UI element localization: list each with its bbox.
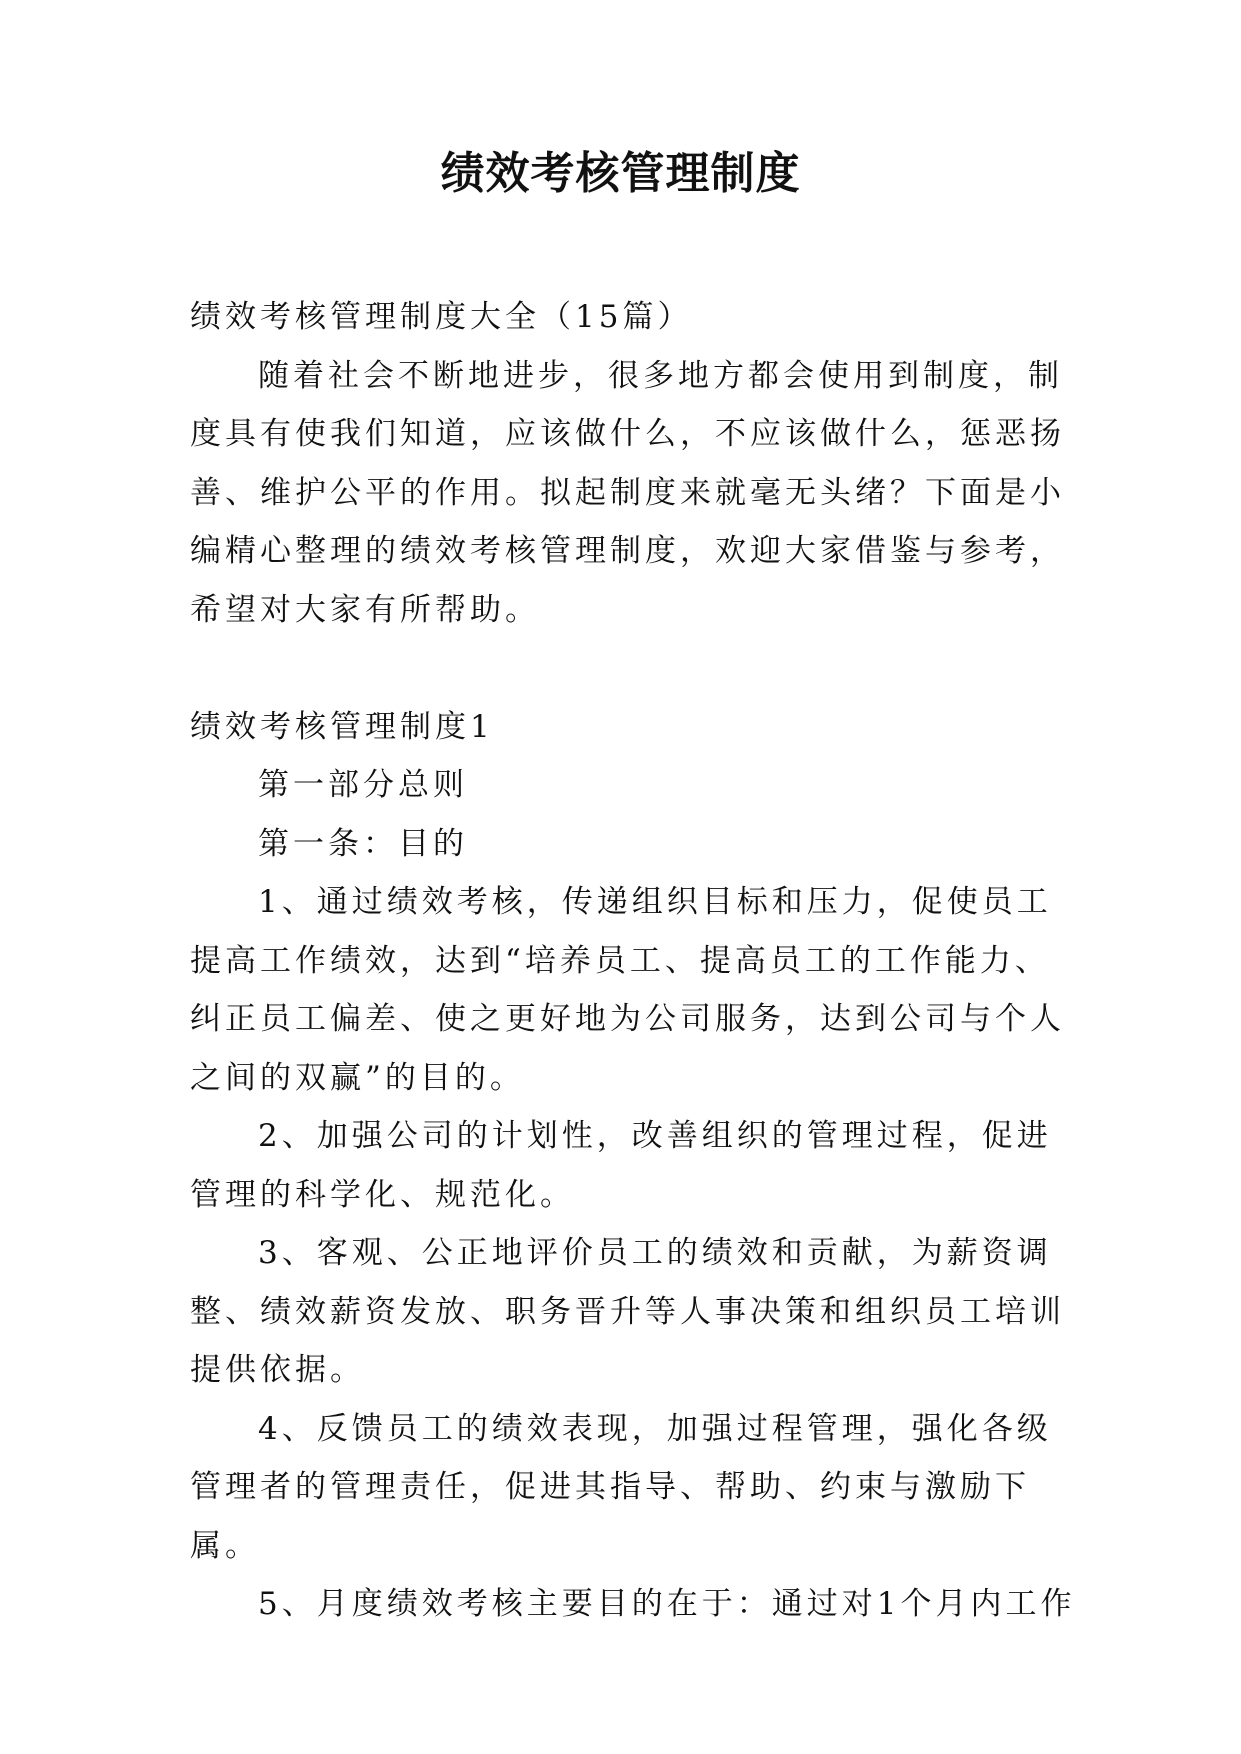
part-heading: 第一部分总则 — [258, 767, 468, 803]
list-item: 1、通过绩效考核，传递组织目标和压力，促使员工提高工作绩效，达到“培养员工、提高员工的工作能力、纠正员工偏差、使之更好地为公司服务，达到公司与个人之间的双赢”的目的。 — [190, 884, 1065, 1096]
article-heading: 第一条：目的 — [258, 825, 468, 862]
intro-paragraph: 随着社会不断地进步，很多地方都会使用到制度，制度具有使我们知道，应该做什么，不应该做什么，惩恶扬善、维护公平的作用。拟起制度来就毫无头绪？下面是小编精心整理的绩效考核管理制度，欢迎大家借鉴与参考，希望对大家有所帮助。 — [190, 357, 1065, 628]
paragraph-spacer — [190, 639, 1080, 698]
list-item: 4、反馈员工的绩效表现，加强过程管理，强化各级管理者的管理责任，促进其指导、帮助、约束与激励下属。 — [190, 1410, 1052, 1564]
section-heading: 绩效考核管理制度1 — [190, 708, 494, 745]
document-subtitle: 绩效考核管理制度大全（15篇） — [190, 299, 693, 335]
document-body — [190, 288, 1080, 1634]
document-title: 绩效考核管理制度 — [440, 148, 801, 199]
list-item: 2、加强公司的计划性，改善组织的管理过程，促进管理的科学化、规范化。 — [190, 1118, 1052, 1213]
list-item: 3、客观、公正地评价员工的绩效和贡献，为薪资调整、绩效薪资发放、职务晋升等人事决策和组织员工培训提供依据。 — [190, 1235, 1065, 1388]
list-item: 5、月度绩效考核主要目的在于：通过对1个月内工作 — [258, 1586, 1076, 1622]
